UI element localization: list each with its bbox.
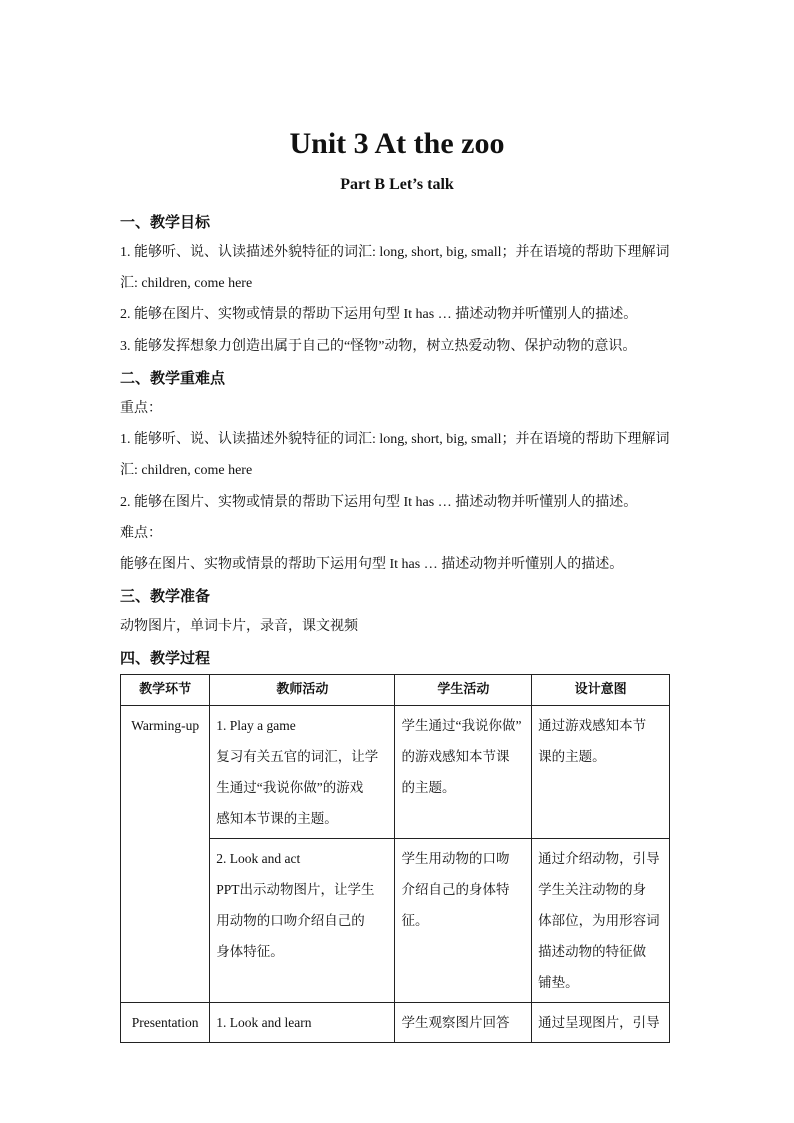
phase-cell <box>121 1003 210 1043</box>
header-phase: 教学环节 <box>121 675 210 706</box>
teacher-cell <box>210 706 395 839</box>
table-header-row <box>121 675 670 706</box>
cell-line: 学生通过“我说你做” <box>401 718 522 733</box>
intent-cell <box>532 839 670 1003</box>
cell-line: 1. Play a game <box>216 718 296 733</box>
cell-line: 描述动物的特征做 <box>538 944 647 959</box>
cell-line: 介绍自己的身体特 <box>401 882 510 897</box>
header-design-intent: 设计意图 <box>532 675 670 706</box>
header-student-activity: 学生活动 <box>395 675 532 706</box>
intent-cell <box>532 1003 670 1043</box>
student-cell <box>395 706 532 839</box>
document-subtitle: Part B Let’s talk <box>340 176 454 193</box>
cell-line: 通过游戏感知本节 <box>538 718 647 733</box>
difficulty-1: 能够在图片、实物或情景的帮助下运用句型 It has … 描述动物并听懂别人的描述。 <box>120 557 624 572</box>
student-cell <box>395 839 532 1003</box>
table-row <box>121 706 670 839</box>
document-title: Unit 3 At the zoo <box>289 127 505 160</box>
teaching-process-table <box>120 674 670 1043</box>
teacher-cell <box>210 839 395 1003</box>
cell-line: 铺垫。 <box>538 975 579 990</box>
cell-line: 通过介绍动物，引导 <box>538 851 660 866</box>
cell-line: 复习有关五官的词汇，让学 <box>216 749 379 764</box>
student-cell <box>395 1003 532 1043</box>
cell-line: 2. Look and act <box>216 851 301 866</box>
objective-2: 2. 能够在图片、实物或情景的帮助下运用句型 It has … 描述动物并听懂别人的描述。 <box>120 307 638 322</box>
cell-line: 生通过“我说你做”的游戏 <box>216 780 364 795</box>
cell-line: 学生用动物的口吻 <box>401 851 510 866</box>
phase-label: Warming-up <box>131 718 200 733</box>
cell-line: 征。 <box>401 913 429 928</box>
objective-1-line-2: 汇: children, come here <box>120 276 253 291</box>
phase-label: Presentation <box>131 1015 199 1030</box>
difficulty-label: 难点： <box>120 526 162 541</box>
cell-line: 1. Look and learn <box>216 1015 312 1030</box>
cell-line: 感知本节课的主题。 <box>216 811 338 826</box>
cell-line: 课的主题。 <box>538 749 606 764</box>
section-heading-process: 四、教学过程 <box>120 649 211 667</box>
preparation-text: 动物图片，单词卡片，录音，课文视频 <box>120 619 358 634</box>
teacher-cell <box>210 1003 395 1043</box>
section-heading-objectives: 一、教学目标 <box>120 213 211 231</box>
cell-line: 用动物的口吻介绍自己的 <box>216 913 365 928</box>
key-point-2: 2. 能够在图片、实物或情景的帮助下运用句型 It has … 描述动物并听懂别人的描述。 <box>120 495 638 510</box>
intent-cell <box>532 706 670 839</box>
table-row <box>121 1003 670 1043</box>
cell-line: 身体特征。 <box>216 944 284 959</box>
cell-line: 通过呈现图片，引导 <box>538 1015 660 1030</box>
objective-3: 3. 能够发挥想象力创造出属于自己的“怪物”动物，树立热爱动物、保护动物的意识。 <box>120 339 637 354</box>
header-teacher-activity: 教师活动 <box>210 675 395 706</box>
key-point-1-line-1: 1. 能够听、说、认读描述外貌特征的词汇: long, short, big, small；并在语境的帮助下理解词 <box>120 432 670 447</box>
section-heading-preparation: 三、教学准备 <box>120 587 211 605</box>
cell-line: 的游戏感知本节课 <box>401 749 510 764</box>
key-point-1-line-2: 汇: children, come here <box>120 463 253 478</box>
cell-line: 体部位，为用形容词 <box>538 913 660 928</box>
section-heading-key-points: 二、教学重难点 <box>120 369 226 387</box>
phase-cell <box>121 706 210 1003</box>
objective-1-line-1: 1. 能够听、说、认读描述外貌特征的词汇: long, short, big, small；并在语境的帮助下理解词 <box>120 245 670 260</box>
cell-line: PPT出示动物图片，让学生 <box>216 882 375 897</box>
cell-line: 学生关注动物的身 <box>538 882 647 897</box>
cell-line: 的主题。 <box>401 780 456 795</box>
key-points-label: 重点： <box>120 401 162 416</box>
cell-line: 学生观察图片回答 <box>401 1015 510 1030</box>
